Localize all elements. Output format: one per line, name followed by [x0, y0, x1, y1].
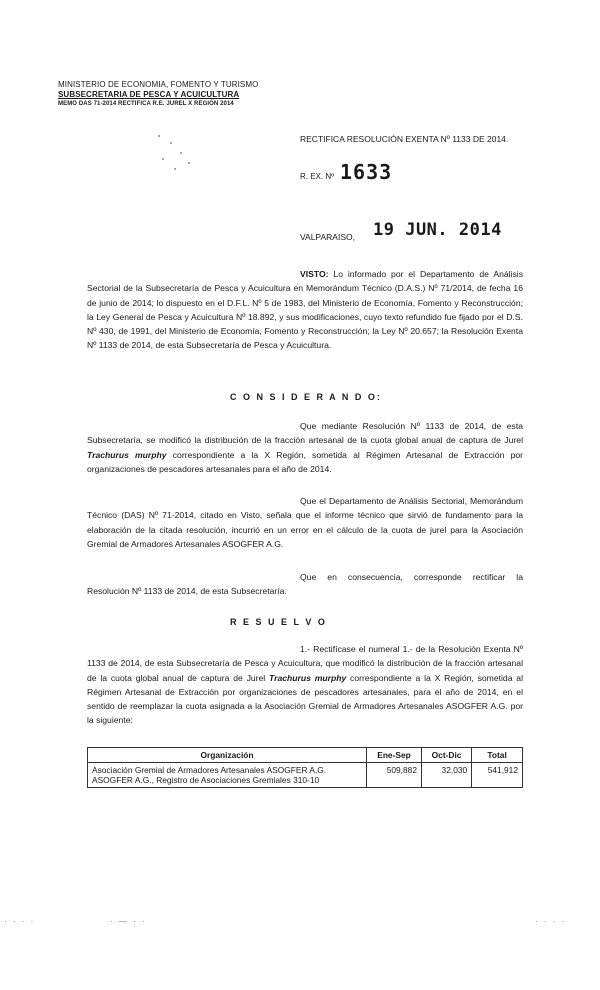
- ministry-name: MINISTERIO DE ECONOMIA, FOMENTO Y TURISMO: [58, 80, 259, 89]
- resuelvo-heading: R E S U E L V O: [230, 617, 327, 627]
- document-subject: RECTIFICA RESOLUCIÓN EXENTA Nº 1133 DE 2014.: [300, 134, 509, 144]
- memo-reference: MEMO DAS 71-2014 RECTIFICA R.E. JUREL X REGIÓN 2014: [58, 101, 234, 107]
- table-header-row: [88, 748, 523, 763]
- cell-ene-sep: 509,882: [367, 763, 422, 788]
- resuelvo-p1-text-end: correspondiente a la X Región, sometida al Régimen Artesanal de Extracción por organizaciones de pescadores artesanales, para el año de 2014, en el sentido de reemplazar la cuota asignada a la Asociación Gremial de Armadores Artesanales ASOGFER A.G. por la siguiente:: [87, 672, 523, 726]
- resuelvo-paragraph-1: [87, 642, 523, 728]
- col-oct-dic: Oct-Dic: [421, 748, 471, 763]
- visto-text: Lo informado por el Departamento de Análisis Sectorial de la Subsecretaría de Pesca y Acuicultura en Memorándum Técnico (D.A.S.) Nº 71/2014, de fecha 16 de junio de 2014; lo dispuesto en el D.F.L. Nº 5 de 1983, del Ministerio de Economía, Fomento y Reconstrucción; la Ley General de Pesca y Acuicultura Nº 18.892, y sus modificaciones, cuyo texto refundido fue fijado por el D.S. Nº 430, de 1991, del Ministerio de Economía, Fomento y Reconstrucción; la Ley Nº 20.657; la Resolución Exenta Nº 1133 de 2014, de esta Subsecretaría de Pesca y Acuicultura.: [87, 269, 523, 351]
- subsecretaria-name: SUBSECRETARIA DE PESCA Y ACUICULTURA: [58, 90, 240, 99]
- considerando-p1-text: Que mediante Resolución Nº 1133 de 2014, de esta Subsecretaría, se modificó la distribución de la fracción artesanal de la cuota global anual de captura de Jurel: [87, 421, 523, 446]
- place-label: VALPARAISO,: [300, 232, 355, 242]
- visto-paragraph: [87, 267, 523, 353]
- letterhead: [58, 80, 298, 109]
- considerando-p1-text-end: correspondiente a la X Región, sometida al Régimen Artesanal de Extracción por organizaciones de pescadores artesanales para el año de 2014.: [87, 449, 523, 474]
- considerando-paragraph-2: Que el Departamento de Análisis Sectorial, Memorándum Técnico (DAS) Nº 71-2014, citado en Visto, señala que el informe técnico que sirvió de fundamento para la elaboración de la citada resolución, incurrió en un error en el cálculo de la cuota de jurel para la Asociación Gremial de Armadores Artesanales ASOGFER A.G.: [87, 496, 523, 549]
- cell-oct-dic: 32,030: [421, 763, 471, 788]
- scan-artifact-left: · · · ·: [4, 917, 36, 926]
- considerando-paragraph-1: [87, 419, 523, 476]
- stamp-marks: [150, 130, 200, 175]
- cell-total: 541,912: [472, 763, 523, 788]
- cell-organization: Asociación Gremial de Armadores Artesanales ASOGFER A.G. ASOGFER A.G., Registro de Asociaciones Gremiales 310-10: [88, 763, 367, 788]
- col-total: Total: [472, 748, 523, 763]
- resuelvo-species-name: Trachurus murphy: [269, 672, 347, 683]
- rex-label: R. EX. Nº: [300, 172, 335, 181]
- quota-table: [87, 747, 523, 788]
- rex-number: 1633: [340, 160, 393, 184]
- scan-artifact-right: · · · ·: [535, 917, 567, 926]
- species-name: Trachurus murphy: [87, 449, 167, 460]
- table-row: [88, 763, 523, 788]
- visto-label: VISTO:: [300, 269, 329, 279]
- col-ene-sep: Ene-Sep: [367, 748, 422, 763]
- considerando-heading: C O N S I D E R A N D O:: [230, 392, 382, 402]
- resuelvo-p1-text: 1.- Rectifícase el numeral 1.- de la Resolución Exenta Nº 1133 de 2014, de esta Subsecretaría de Pesca y Acuicultura, que modificó la distribución de la fracción artesanal de la cuota global anual de captura de Jurel: [87, 644, 523, 683]
- considerando-paragraph-3: Que en consecuencia, corresponde rectificar la Resolución Nº 1133 de 2014, de esta Subsecretaría.: [87, 572, 523, 597]
- scan-artifact-mid: · — · ·: [110, 917, 147, 926]
- document-date: 19 JUN. 2014: [373, 220, 502, 240]
- col-organizacion: Organización: [88, 748, 367, 763]
